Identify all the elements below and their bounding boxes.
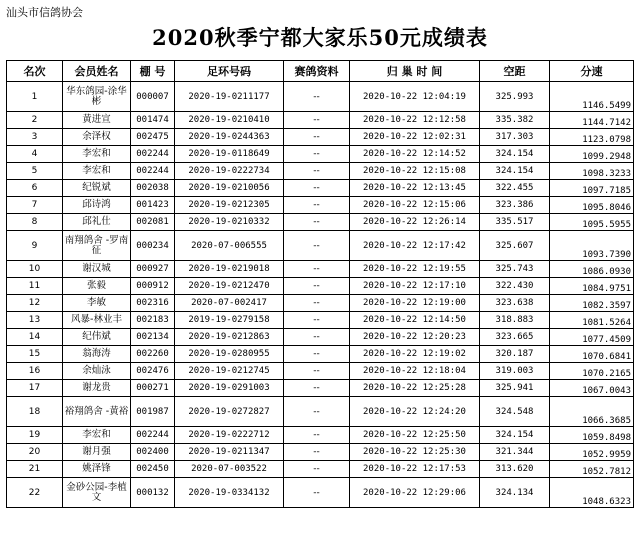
cell-speed: 1095.8046 [550,197,634,214]
cell-rank: 20 [7,444,63,461]
column-header-ring-number: 足环号码 [175,61,284,82]
cell-speed: 1048.6323 [550,478,634,508]
cell-distance: 325.993 [480,82,550,112]
cell-member-name: 华东鸽园-涂华彬 [63,82,131,112]
cell-ring-number: 2020-19-0334132 [175,478,284,508]
cell-loft-number: 000271 [131,380,175,397]
cell-ring-number: 2020-19-0222734 [175,163,284,180]
cell-member-name: 纪锐斌 [63,180,131,197]
cell-rank: 5 [7,163,63,180]
cell-arrival-time: 2020-10-22 12:17:10 [350,278,480,295]
cell-pigeon-info: -- [284,312,350,329]
cell-speed: 1081.5264 [550,312,634,329]
cell-speed: 1059.8498 [550,427,634,444]
table-row [7,380,634,397]
cell-ring-number: 2020-19-0210410 [175,112,284,129]
cell-loft-number: 002476 [131,363,175,380]
cell-distance: 323.386 [480,197,550,214]
cell-distance: 313.620 [480,461,550,478]
cell-pigeon-info: -- [284,295,350,312]
cell-pigeon-info: -- [284,461,350,478]
cell-rank: 4 [7,146,63,163]
cell-member-name: 李宏和 [63,427,131,444]
cell-rank: 6 [7,180,63,197]
cell-ring-number: 2020-19-0219018 [175,261,284,278]
column-header-distance: 空距 [480,61,550,82]
cell-loft-number: 000007 [131,82,175,112]
cell-speed: 1067.0043 [550,380,634,397]
cell-member-name: 裕翔鸽舍 -黄裕 [63,397,131,427]
cell-distance: 318.883 [480,312,550,329]
cell-member-name: 谢龙贵 [63,380,131,397]
cell-speed: 1146.5499 [550,82,634,112]
cell-ring-number: 2020-19-0118649 [175,146,284,163]
cell-rank: 11 [7,278,63,295]
cell-rank: 13 [7,312,63,329]
cell-rank: 9 [7,231,63,261]
cell-member-name: 风暴-林业丰 [63,312,131,329]
cell-speed: 1086.0930 [550,261,634,278]
cell-distance: 322.430 [480,278,550,295]
cell-arrival-time: 2020-10-22 12:26:14 [350,214,480,231]
cell-speed: 1093.7390 [550,231,634,261]
cell-loft-number: 002260 [131,346,175,363]
cell-speed: 1077.4509 [550,329,634,346]
cell-ring-number: 2020-19-0212470 [175,278,284,295]
cell-loft-number: 000234 [131,231,175,261]
cell-ring-number: 2020-07-006555 [175,231,284,261]
cell-ring-number: 2020-19-0212745 [175,363,284,380]
cell-speed: 1095.5955 [550,214,634,231]
cell-arrival-time: 2020-10-22 12:25:50 [350,427,480,444]
cell-member-name: 南翔鸽舍 -罗南征 [63,231,131,261]
cell-arrival-time: 2020-10-22 12:25:28 [350,380,480,397]
organization-name: 汕头市信鸽协会 [6,6,83,19]
cell-distance: 320.187 [480,346,550,363]
cell-pigeon-info: -- [284,329,350,346]
cell-rank: 2 [7,112,63,129]
page-title: 2020秋季宁都大家乐50元成绩表 [152,25,488,50]
table-header-row [7,61,634,82]
cell-arrival-time: 2020-10-22 12:17:42 [350,231,480,261]
cell-loft-number: 002038 [131,180,175,197]
cell-rank: 1 [7,82,63,112]
cell-pigeon-info: -- [284,214,350,231]
cell-pigeon-info: -- [284,146,350,163]
cell-loft-number: 002475 [131,129,175,146]
table-row [7,397,634,427]
cell-distance: 321.344 [480,444,550,461]
cell-rank: 16 [7,363,63,380]
cell-pigeon-info: -- [284,397,350,427]
cell-rank: 22 [7,478,63,508]
cell-ring-number: 2020-19-0291003 [175,380,284,397]
cell-member-name: 李敏 [63,295,131,312]
cell-speed: 1052.7812 [550,461,634,478]
cell-member-name: 谢月强 [63,444,131,461]
cell-arrival-time: 2020-10-22 12:24:20 [350,397,480,427]
cell-pigeon-info: -- [284,197,350,214]
table-row [7,261,634,278]
cell-ring-number: 2020-19-0222712 [175,427,284,444]
cell-loft-number: 002316 [131,295,175,312]
cell-distance: 324.134 [480,478,550,508]
cell-member-name: 李宏和 [63,146,131,163]
cell-pigeon-info: -- [284,82,350,112]
cell-pigeon-info: -- [284,261,350,278]
cell-loft-number: 001987 [131,397,175,427]
cell-distance: 319.003 [480,363,550,380]
cell-distance: 317.303 [480,129,550,146]
table-row [7,278,634,295]
cell-speed: 1123.0798 [550,129,634,146]
cell-speed: 1144.7142 [550,112,634,129]
cell-speed: 1099.2948 [550,146,634,163]
cell-ring-number: 2020-19-0212305 [175,197,284,214]
cell-distance: 324.154 [480,163,550,180]
cell-ring-number: 2020-19-0211177 [175,82,284,112]
table-row [7,329,634,346]
cell-member-name: 邱诗鸿 [63,197,131,214]
results-table [6,60,634,508]
cell-ring-number: 2020-19-0212863 [175,329,284,346]
cell-loft-number: 001474 [131,112,175,129]
cell-rank: 12 [7,295,63,312]
cell-speed: 1084.9751 [550,278,634,295]
cell-loft-number: 002244 [131,427,175,444]
cell-speed: 1097.7185 [550,180,634,197]
cell-rank: 17 [7,380,63,397]
table-row [7,214,634,231]
cell-loft-number: 002244 [131,146,175,163]
cell-arrival-time: 2020-10-22 12:14:50 [350,312,480,329]
cell-member-name: 李宏和 [63,163,131,180]
cell-member-name: 金砂公园-李植文 [63,478,131,508]
cell-rank: 10 [7,261,63,278]
cell-pigeon-info: -- [284,112,350,129]
cell-arrival-time: 2020-10-22 12:15:06 [350,197,480,214]
cell-arrival-time: 2020-10-22 12:19:55 [350,261,480,278]
cell-pigeon-info: -- [284,278,350,295]
cell-pigeon-info: -- [284,231,350,261]
cell-ring-number: 2020-19-0210332 [175,214,284,231]
table-row [7,461,634,478]
table-row [7,112,634,129]
column-header-rank: 名次 [7,61,63,82]
table-row [7,312,634,329]
cell-arrival-time: 2020-10-22 12:18:04 [350,363,480,380]
column-header-pigeon-info: 赛鸽资料 [284,61,350,82]
cell-distance: 324.154 [480,146,550,163]
cell-arrival-time: 2020-10-22 12:20:23 [350,329,480,346]
cell-loft-number: 000927 [131,261,175,278]
cell-loft-number: 001423 [131,197,175,214]
cell-pigeon-info: -- [284,129,350,146]
cell-ring-number: 2019-19-0279158 [175,312,284,329]
cell-loft-number: 002183 [131,312,175,329]
cell-member-name: 余灿泳 [63,363,131,380]
cell-ring-number: 2020-07-002417 [175,295,284,312]
table-row [7,231,634,261]
cell-speed: 1066.3685 [550,397,634,427]
table-row [7,146,634,163]
cell-loft-number: 002400 [131,444,175,461]
cell-arrival-time: 2020-10-22 12:04:19 [350,82,480,112]
column-header-member-name: 会员姓名 [63,61,131,82]
cell-rank: 3 [7,129,63,146]
cell-rank: 14 [7,329,63,346]
table-row [7,427,634,444]
cell-distance: 322.455 [480,180,550,197]
cell-loft-number: 002244 [131,163,175,180]
cell-speed: 1070.2165 [550,363,634,380]
cell-ring-number: 2020-19-0211347 [175,444,284,461]
cell-member-name: 张毅 [63,278,131,295]
table-row [7,163,634,180]
cell-rank: 19 [7,427,63,444]
cell-arrival-time: 2020-10-22 12:15:08 [350,163,480,180]
cell-speed: 1052.9959 [550,444,634,461]
column-header-arrival-time: 归 巢 时 间 [350,61,480,82]
cell-arrival-time: 2020-10-22 12:14:52 [350,146,480,163]
cell-rank: 15 [7,346,63,363]
cell-rank: 8 [7,214,63,231]
cell-loft-number: 002081 [131,214,175,231]
cell-ring-number: 2020-19-0244363 [175,129,284,146]
table-row [7,82,634,112]
cell-distance: 324.154 [480,427,550,444]
cell-member-name: 余泽权 [63,129,131,146]
cell-pigeon-info: -- [284,444,350,461]
cell-distance: 325.607 [480,231,550,261]
cell-distance: 325.941 [480,380,550,397]
cell-rank: 18 [7,397,63,427]
cell-ring-number: 2020-19-0272827 [175,397,284,427]
table-row [7,197,634,214]
cell-pigeon-info: -- [284,478,350,508]
cell-loft-number: 002450 [131,461,175,478]
cell-pigeon-info: -- [284,380,350,397]
table-row [7,363,634,380]
cell-ring-number: 2020-19-0210056 [175,180,284,197]
cell-rank: 7 [7,197,63,214]
column-header-loft-number: 棚 号 [131,61,175,82]
cell-member-name: 姚泽锋 [63,461,131,478]
cell-arrival-time: 2020-10-22 12:25:30 [350,444,480,461]
cell-distance: 323.665 [480,329,550,346]
cell-loft-number: 000912 [131,278,175,295]
cell-member-name: 翁海涛 [63,346,131,363]
cell-ring-number: 2020-07-003522 [175,461,284,478]
cell-arrival-time: 2020-10-22 12:19:00 [350,295,480,312]
cell-loft-number: 002134 [131,329,175,346]
cell-pigeon-info: -- [284,427,350,444]
cell-loft-number: 000132 [131,478,175,508]
cell-distance: 325.743 [480,261,550,278]
table-row [7,295,634,312]
cell-distance: 335.517 [480,214,550,231]
column-header-speed: 分速 [550,61,634,82]
cell-distance: 324.548 [480,397,550,427]
cell-distance: 323.638 [480,295,550,312]
table-row [7,478,634,508]
cell-member-name: 黄进宣 [63,112,131,129]
cell-pigeon-info: -- [284,163,350,180]
cell-rank: 21 [7,461,63,478]
table-row [7,444,634,461]
table-row [7,180,634,197]
table-row [7,346,634,363]
table-row [7,129,634,146]
cell-member-name: 邱礼仕 [63,214,131,231]
cell-ring-number: 2020-19-0280955 [175,346,284,363]
cell-arrival-time: 2020-10-22 12:29:06 [350,478,480,508]
cell-arrival-time: 2020-10-22 12:02:31 [350,129,480,146]
cell-speed: 1082.3597 [550,295,634,312]
cell-speed: 1070.6841 [550,346,634,363]
cell-pigeon-info: -- [284,363,350,380]
cell-arrival-time: 2020-10-22 12:17:53 [350,461,480,478]
cell-pigeon-info: -- [284,180,350,197]
cell-member-name: 谢汉城 [63,261,131,278]
cell-distance: 335.382 [480,112,550,129]
cell-speed: 1098.3233 [550,163,634,180]
cell-pigeon-info: -- [284,346,350,363]
cell-member-name: 纪伟斌 [63,329,131,346]
cell-arrival-time: 2020-10-22 12:12:58 [350,112,480,129]
cell-arrival-time: 2020-10-22 12:13:45 [350,180,480,197]
cell-arrival-time: 2020-10-22 12:19:02 [350,346,480,363]
